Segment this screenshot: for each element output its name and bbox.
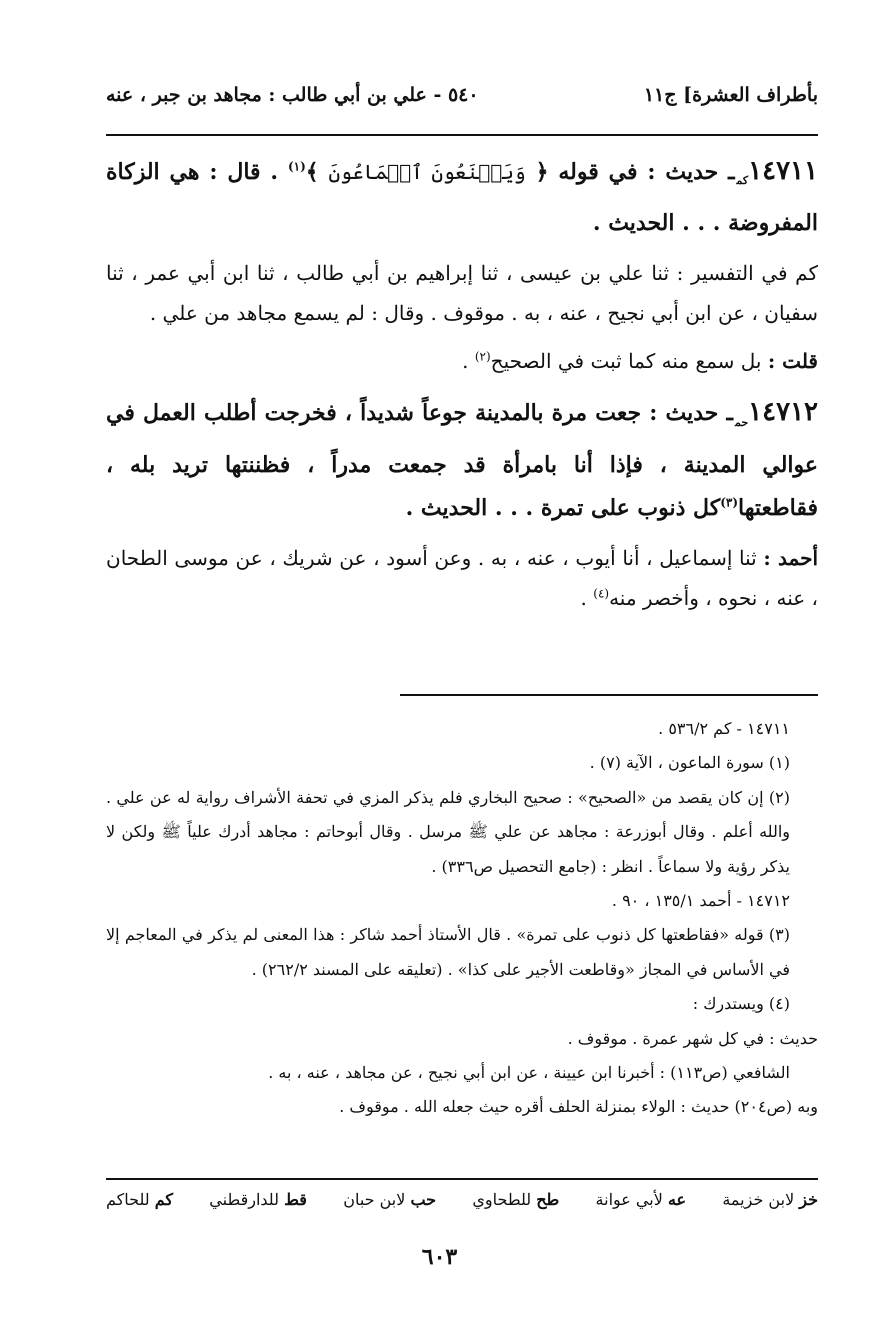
footnote-mark[interactable]: (٤) (593, 586, 610, 601)
footnote-line: ١٤٧١٢ - أحمد ١٣٥/١ ، ٩٠ . (611, 891, 790, 911)
abbreviations-key (106, 1190, 818, 1220)
footnote-line: (١) سورة الماعون ، الآية (٧) . (589, 753, 790, 773)
comment-lead: قلت : (767, 349, 818, 374)
hadith-14711 (106, 150, 818, 245)
footnote-mark[interactable]: (٢) (474, 349, 491, 364)
hadith-text: ـ حديث : جعت مرة بالمدينة جوعاً شديداً ، فخرجت أطلب العمل في عوالي المدينة ، فإذا أنا بامرأة قد جمعت مدراً ، فظننتها تريد بله ، فقاطعتها (106, 400, 818, 521)
abbreviation-item: طح للطحاوي (472, 1190, 560, 1209)
hadith-14712 (106, 391, 818, 529)
page-number: ٦٠٣ (421, 1244, 458, 1270)
source-text: . (580, 585, 587, 610)
footnote-mark[interactable]: (٣) (720, 495, 739, 510)
running-header (106, 84, 818, 120)
comment-text: بل سمع منه كما ثبت في الصحيح (490, 349, 762, 374)
abbreviation-item: حب لابن حبان (343, 1190, 437, 1209)
hadith-number: ١٤٧١١ (748, 156, 818, 186)
comment-text: . (462, 349, 469, 374)
footnote-line: وبه (ص٢٠٤) حديث : الولاء بمنزلة الحلف أقره حيث جعله الله . موقوف . (339, 1097, 818, 1117)
footnote-line: حديث : في كل شهر عمرة . موقوف . (567, 1028, 818, 1048)
source-tag: حم (735, 415, 749, 429)
header-rule (106, 134, 818, 136)
quran-verse: وَيَمۡنَعُونَ ٱلۡمَاعُونَ (328, 160, 526, 184)
footnote-line: (٣) قوله «فقاطعتها كل ذنوب على تمرة» . قال الأستاذ أحمد شاكر : هذا المعنى لم يذكر في المعاجم إلا في الأساس في المجاز «وقاطعت الأجير على كذا» . (تعليقه على المسند ٢٦٢/٢) . (106, 925, 790, 979)
source-text: ثنا إسماعيل ، أنا أيوب ، عنه ، به . وعن أسود ، عن شريك ، عن موسى الطحان ، عنه ، نحوه ، وأخصر منه (106, 545, 818, 610)
comment-paragraph (106, 341, 818, 381)
hadith-text: كل ذنوب على تمرة . . . الحديث . (405, 494, 721, 521)
footnotes (106, 712, 818, 1125)
source-paragraph (106, 538, 818, 618)
source-tag: كم (736, 174, 749, 188)
hadith-number: ١٤٧١٢ (748, 397, 818, 428)
footnote-line: الشافعي (ص١١٣) : أخبرنا ابن عيينة ، عن ابن أبي نجيح ، عن مجاهد ، عنه ، به . (268, 1063, 790, 1083)
abbreviations-rule (106, 1178, 818, 1180)
abbreviation-item: قط للدارقطني (209, 1190, 307, 1209)
footnote-line: (٤) ويستدرك : (692, 994, 790, 1014)
abbreviation-item: كم للحاكم (106, 1190, 173, 1209)
footnote-line: (٢) إن كان يقصد من «الصحيح» : صحيح البخاري فلم يذكر المزي في تحفة الأشراف رواية له عن علي . والله أعلم . وقال أبوزرعة : مجاهد عن علي ﷺ مرسل . وقال أبوحاتم : مجاهد أدرك علياً ﷺ ولكن لا يذكر رؤية ولا سماعاً . انظر : (جامع التحصيل ص٣٣٦) . (106, 787, 790, 876)
abbreviation-item: عه لأبي عوانة (595, 1190, 687, 1209)
abbreviation-item: خز لابن خزيمة (722, 1190, 818, 1209)
header-chapter-title: ٥٤٠ - علي بن أبي طالب : مجاهد بن جبر ، عنه (106, 84, 479, 106)
footnote-line: ١٤٧١١ - كم ٥٣٦/٢ . (658, 719, 790, 738)
hadith-text: ﴾ (305, 159, 319, 185)
hadith-text: . قال : هي الزكاة المفروضة . . . الحديث . (106, 159, 818, 237)
main-text (106, 150, 818, 618)
source-paragraph (106, 253, 818, 333)
hadith-text: ـ حديث : في قوله ﴿ (535, 159, 735, 185)
source-lead: أحمد : (763, 545, 819, 570)
footnote-separator (400, 694, 818, 696)
header-book-title: بأطراف العشرة] ج١١ (643, 84, 818, 106)
footnote-mark[interactable]: (١) (287, 159, 306, 174)
source-text: كم في التفسير : ثنا علي بن عيسى ، ثنا إبراهيم بن أبي طالب ، ثنا ابن أبي عمر ، ثنا سفيان ، عن ابن أبي نجيح ، عنه ، به . موقوف . وقال : لم يسمع مجاهد من علي . (106, 261, 818, 326)
